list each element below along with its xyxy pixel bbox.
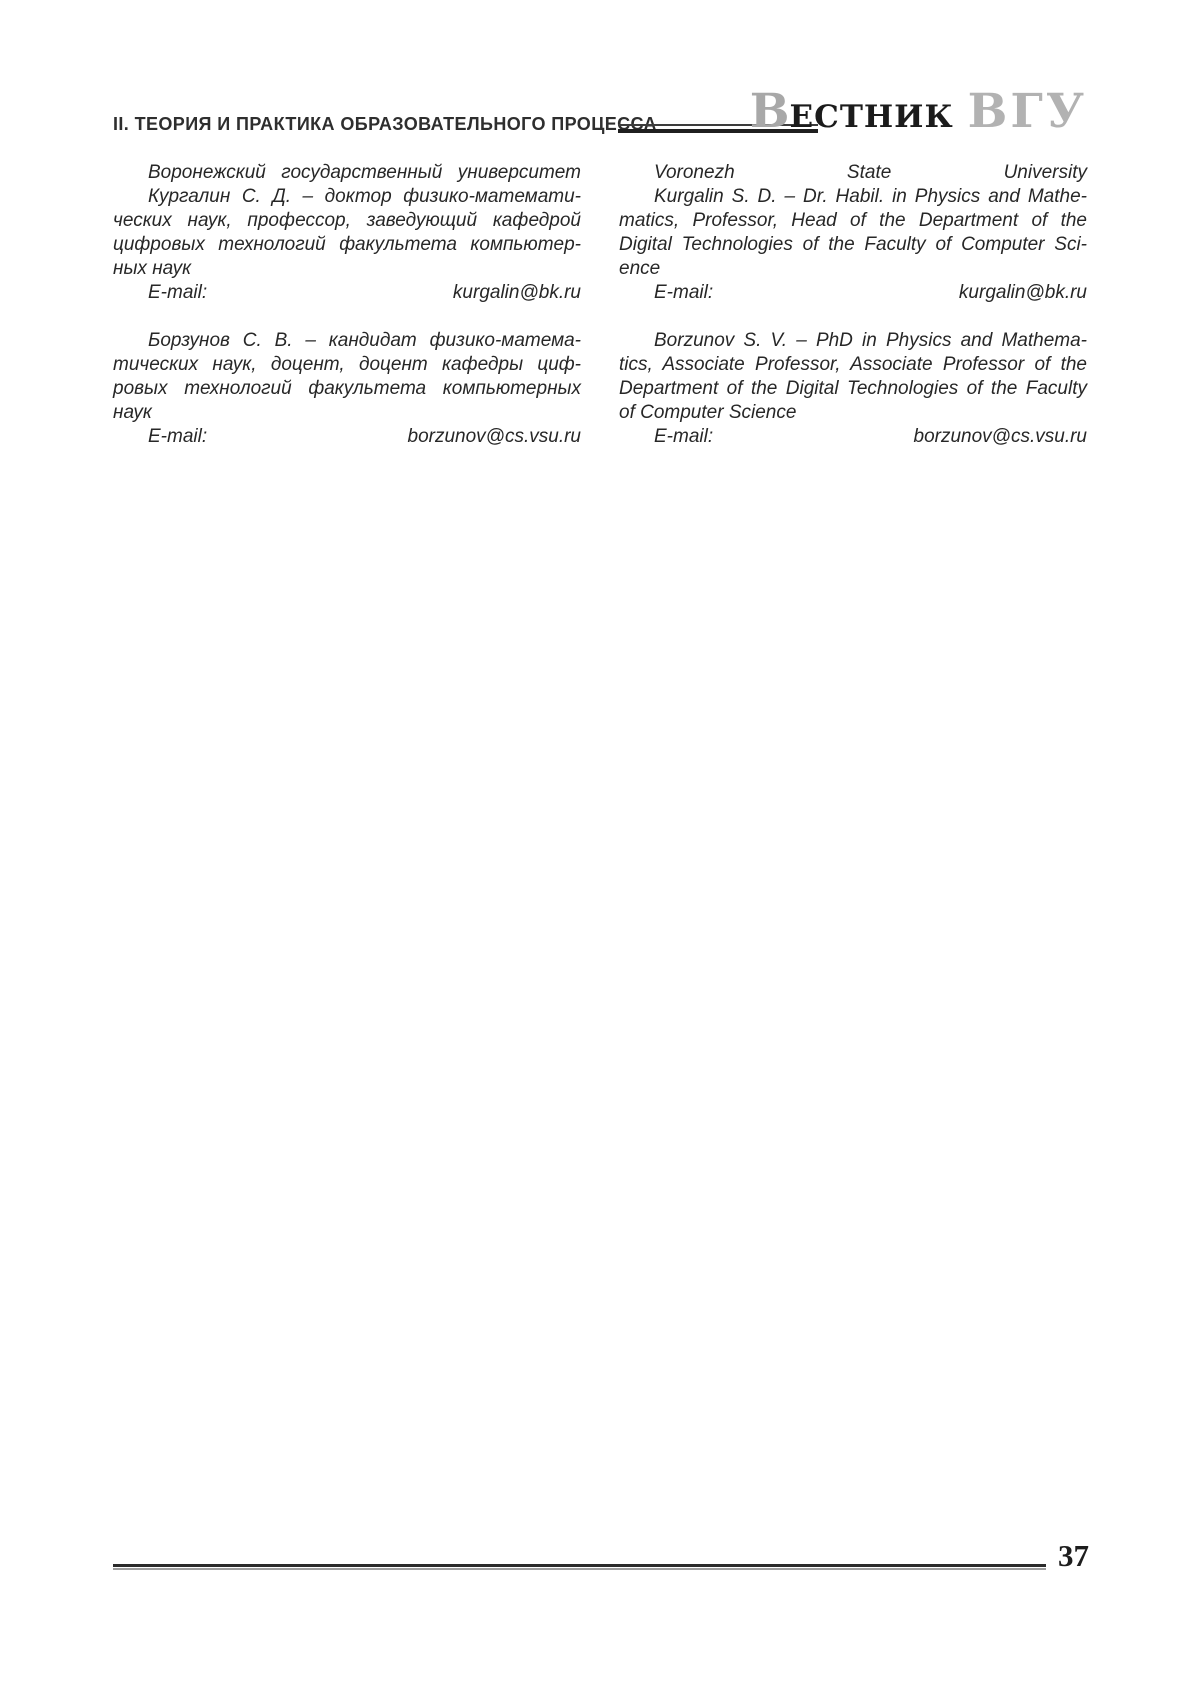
email-line: E-mail: borzunov@cs.vsu.ru bbox=[654, 426, 1087, 447]
author-line: ровых технологий факультета компьютерных bbox=[113, 378, 581, 399]
author-line: Кургалин С. Д. – доктор физико-математи- bbox=[148, 186, 581, 207]
column-english bbox=[619, 161, 1087, 449]
author-line: цифровых технологий факультета компьютер- bbox=[113, 234, 581, 255]
author-line: ных наук bbox=[113, 258, 192, 279]
author-line: Борзунов С. В. – кандидат физико-матема- bbox=[148, 330, 581, 351]
affiliation-line: Voronezh State University bbox=[654, 162, 1087, 183]
author-line: Department of the Digital Technologies of the Faculty bbox=[619, 378, 1087, 399]
author-line: matics, Professor, Head of the Department of the bbox=[619, 210, 1087, 231]
affiliation-line: Воронежский государственный университет bbox=[148, 162, 581, 183]
author-line: наук bbox=[113, 402, 152, 423]
footer-rule bbox=[113, 1564, 1046, 1570]
page-header bbox=[113, 0, 1087, 150]
column-russian bbox=[113, 161, 581, 449]
author-block bbox=[113, 185, 581, 281]
author-line: Digital Technologies of the Faculty of Computer Sci- bbox=[619, 234, 1087, 255]
author-block bbox=[619, 329, 1087, 425]
email-line: E-mail: kurgalin@bk.ru bbox=[654, 282, 1087, 303]
author-line: tics, Associate Professor, Associate Professor of the bbox=[619, 354, 1087, 375]
journal-logo bbox=[749, 84, 1087, 139]
author-line: of Computer Science bbox=[619, 402, 797, 423]
email-line: E-mail: kurgalin@bk.ru bbox=[148, 282, 581, 303]
section-title: II. ТЕОРИЯ И ПРАКТИКА ОБРАЗОВАТЕЛЬНОГО ПРОЦЕССА bbox=[113, 114, 657, 134]
author-block bbox=[619, 185, 1087, 281]
footer-rule-shadow-line bbox=[113, 1568, 1046, 1570]
logo-word: ЕСТНИК bbox=[789, 99, 954, 135]
author-line: Kurgalin S. D. – Dr. Habil. in Physics and Mathe- bbox=[654, 186, 1087, 207]
author-line: ческих наук, профессор, заведующий кафедрой bbox=[113, 210, 581, 231]
author-block bbox=[113, 329, 581, 425]
page-number: 37 bbox=[1058, 1538, 1089, 1573]
email-line: E-mail: borzunov@cs.vsu.ru bbox=[148, 426, 581, 447]
footer-rule-dark-line bbox=[113, 1564, 1046, 1567]
author-info-section bbox=[113, 161, 1087, 449]
author-line: тических наук, доцент, доцент кафедры циф- bbox=[113, 354, 581, 375]
logo-initial-letter: В bbox=[749, 84, 790, 139]
author-line: ence bbox=[619, 258, 661, 279]
logo-university-abbr: ВГУ bbox=[967, 84, 1087, 139]
author-line: Borzunov S. V. – PhD in Physics and Mathema- bbox=[654, 330, 1087, 351]
